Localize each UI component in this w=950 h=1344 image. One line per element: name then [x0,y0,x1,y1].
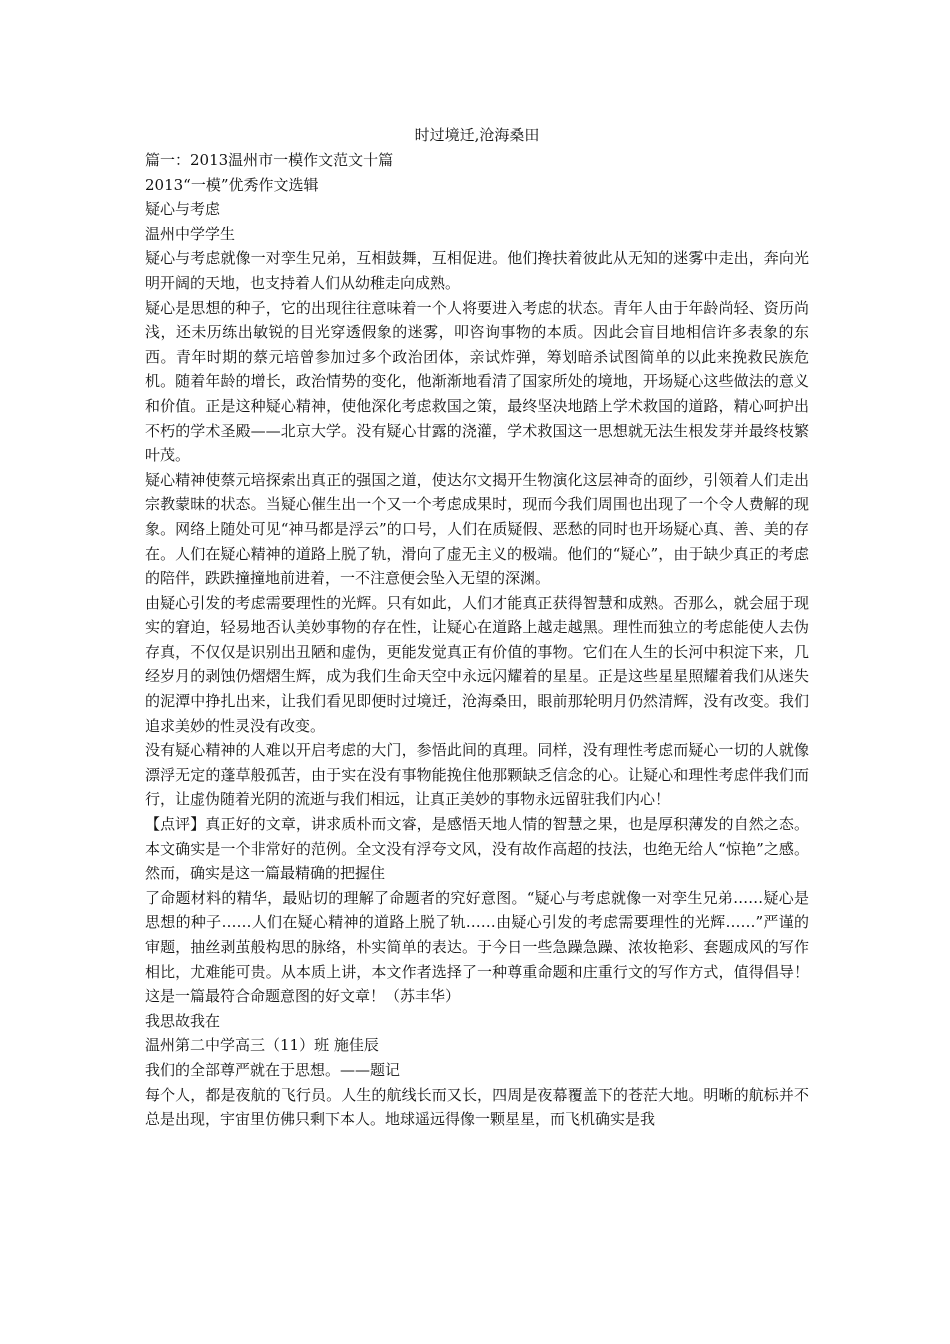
essay-paragraph: 疑心精神使蔡元培探索出真正的强国之道，使达尔文揭开生物演化这层神奇的面纱，引领着人们走出宗教蒙昧的状态。当疑心催生出一个又一个考虑成果时，现而今我们周围也出现了一个令人费解的现象。网络上随处可见“神马都是浮云”的口号，人们在质疑假、恶愁的同时也开场疑心真、善、美的存在。人们在疑心精神的道路上脱了轨，滑向了虚无主义的极端。他们的“疑心”，由于缺少真正的考虑的陪伴，跌跌撞撞地前进着，一不注意便会坠入无望的深渊。 [145,470,809,588]
document-title: 时过境迁,沧海桑田 [414,126,540,144]
second-essay-author: 温州第二中学高三（11）班 施佳辰 [145,1036,379,1055]
essay-author: 温州中学学生 [145,224,236,243]
second-essay-epigraph: 我们的全部尊严就在于思想。——题记 [145,1060,401,1079]
document-page [145,124,809,1132]
essay-paragraph: 由疑心引发的考虑需要理性的光辉。只有如此，人们才能真正获得智慧和成熟。否那么，就会屈于现实的窘迫，轻易地否认美妙事物的存在性，让疑心在道路上越走越黑。理性而独立的考虑能使人去伪存真，不仅仅是识别出丑陋和虚伪，更能发觉真正有价值的事物。它们在人生的长河中积淀下来，几经岁月的剥蚀仍熠熠生辉，成为我们生命天空中永远闪耀着的星星。正是这些星星照耀着我们从迷失的泥潭中挣扎出来，让我们看见即便时过境迁，沧海桑田，眼前那轮明月仍然清辉，没有改变。我们追求美妙的性灵没有改变。 [145,593,809,735]
essay-paragraph: 疑心与考虑就像一对孪生兄弟，互相鼓舞，互相促进。他们搀扶着彼此从无知的迷雾中走出，奔向光明开阔的天地，也支持着人们从幼稚走向成熟。 [145,249,809,292]
section-heading: 篇一：2013温州市一模作文范文十篇 [145,151,394,169]
second-essay-paragraph: 每个人，都是夜航的飞行员。人生的航线长而又长，四周是夜幕覆盖下的苍茫大地。明晰的航标并不总是出现，宇宙里仿佛只剩下本人。地球遥远得像一颗星星，而飞机确实是我 [145,1085,809,1129]
commentary-paragraph: 了命题材料的精华，最贴切的理解了命题者的究好意图。“疑心与考虑就像一对孪生兄弟……疑心是思想的种子……人们在疑心精神的道路上脱了轨……由疑心引发的考虑需要理性的光辉……”严谨的审题，抽丝剥茧般构思的脉络，朴实简单的表达。于今日一些急躁急躁、浓妆艳彩、套题成风的写作相比，尤难能可贵。从本质上讲，本文作者选择了一种尊重命题和庄重行文的写作方式，值得倡导！这是一篇最符合命题意图的好文章！（苏丰华） [145,888,809,1006]
essay-paragraph: 没有疑心精神的人难以开启考虑的大门，参悟此间的真理。同样，没有理性考虑而疑心一切的人就像漂浮无定的蓬草般孤苦，由于实在没有事物能挽住他那颗缺乏信念的心。让疑心和理性考虑伴我们而行，让虚伪随着光阴的流逝与我们相远，让真正美妙的事物永远留驻我们内心！ [145,741,809,809]
commentary-paragraph: 【点评】真正好的文章，讲求质朴而文睿，是感悟天地人情的智慧之果，也是厚积薄发的自然之态。本文确实是一个非常好的范例。全文没有浮夸文风，没有故作高超的技法，也绝无给人“惊艳”之感。然而，确实是这一篇最精确的把握住 [145,815,809,883]
second-essay-title: 我思故我在 [145,1011,221,1030]
essay-paragraph: 疑心是思想的种子，它的出现往往意味着一个人将要进入考虑的状态。青年人由于年龄尚轻、资历尚浅，还未历练出敏锐的目光穿透假象的迷雾，叩咨询事物的本质。因此会盲目地相信许多表象的东西。青年时期的蔡元培曾参加过多个政治团体，亲试炸弹，筹划暗杀试图简单的以此来挽救民族危机。随着年龄的增长，政治情势的变化，他渐渐地看清了国家所处的境地，开场疑心这些做法的意义和价值。正是这种疑心精神，使他深化考虑救国之策，最终坚决地踏上学术救国的道路，精心呵护出不朽的学术圣殿——北京大学。没有疑心甘露的浇灌，学术救国这一思想就无法生根发芽并最终枝繁叶茂。 [145,298,809,465]
collection-heading: 2013“一模”优秀作文选辑 [145,175,319,194]
essay-title: 疑心与考虑 [145,200,221,219]
